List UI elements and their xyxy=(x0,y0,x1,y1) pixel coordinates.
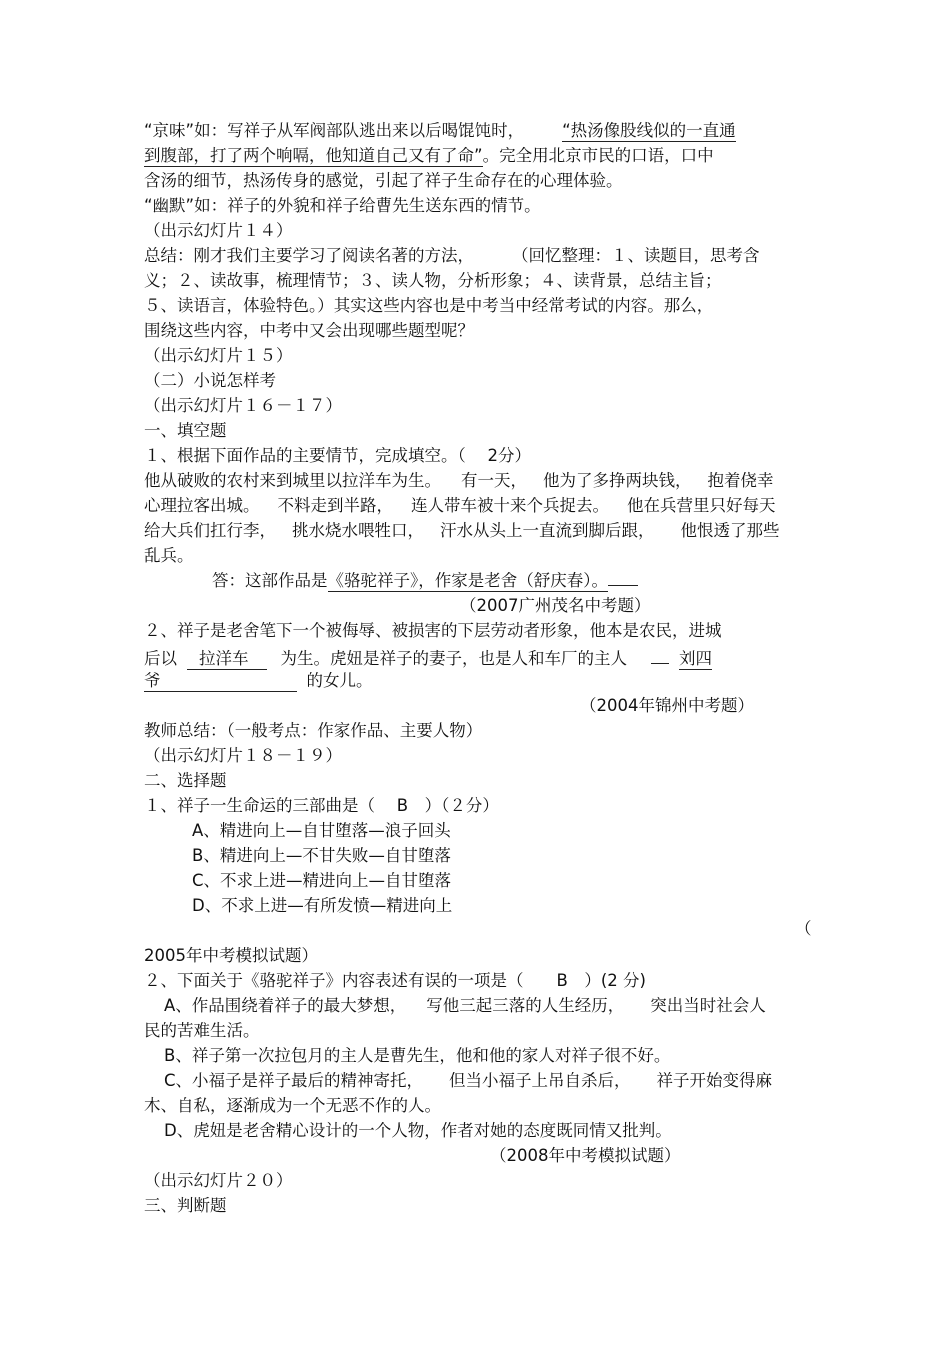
answer-underlined: 作家是老舍（舒庆春）。 xyxy=(434,571,608,590)
section-heading: 一、填空题 xyxy=(144,421,227,440)
paragraph-line: 乱兵。 xyxy=(144,546,194,565)
text-segment: 抱着侥幸 xyxy=(707,471,774,490)
option-d: D、不求上进—有所发愤—精进向上 xyxy=(192,896,453,915)
text-segment: 写他三起三落的人生经历， xyxy=(426,996,625,1015)
option-c: C、不求上进—精进向上—自甘堕落 xyxy=(192,871,452,890)
text-segment: 他在兵营里只好每天 xyxy=(627,496,776,515)
paragraph-line: 义；２、读故事，梳理情节；３、读人物，分析形象；４、读背景，总结主旨； xyxy=(144,271,722,290)
paragraph-line: 民的苦难生活。 xyxy=(144,1021,260,1040)
slide-note: （出示幻灯片２０） xyxy=(144,1171,293,1190)
paragraph-line xyxy=(144,520,780,542)
text-segment: 的女儿。 xyxy=(306,671,373,690)
paragraph-line: “幽默”如：祥子的外貌和祥子给曹先生送东西的情节。 xyxy=(144,196,541,215)
source-citation: （2004年锦州中考题） xyxy=(580,696,754,715)
text-segment: 他为了多挣两块钱， xyxy=(543,471,692,490)
text-segment: 连人带车被十来个兵捉去。 xyxy=(411,496,609,515)
section-heading: （二）小说怎样考 xyxy=(144,371,276,390)
paragraph-line xyxy=(144,120,736,142)
text-segment: 突出当时社会人 xyxy=(650,996,766,1015)
question-line: ２、下面关于《骆驼祥子》内容表述有误的一项是（ B ）(2 分) xyxy=(144,971,646,990)
text-segment: 后以 xyxy=(144,649,177,668)
text-segment: 答：这部作品是 xyxy=(212,571,328,590)
option-d: D、虎妞是老舍精心设计的一个人物，作者对她的态度既同情又批判。 xyxy=(164,1121,672,1140)
answer-line xyxy=(212,570,638,592)
text-segment: 他恨透了那些 xyxy=(680,521,780,540)
text-segment: 有一天， xyxy=(461,471,527,490)
slide-note: （出示幻灯片１６－１７） xyxy=(144,396,342,415)
option-b: B、祥子第一次拉包月的主人是曹先生，他和他的家人对祥子很不好。 xyxy=(164,1046,671,1065)
paragraph-line: 木、自私，逐渐成为一个无恶不作的人。 xyxy=(144,1096,441,1115)
paragraph-line xyxy=(144,145,714,167)
fill-blank-answer: 拉洋车 xyxy=(187,649,267,670)
fill-blank-answer: 刘四 xyxy=(679,649,712,668)
underlined-quote: 到腹部，打了两个响嗝，他知道自己又有了命” xyxy=(144,146,483,165)
source-citation: （2007广州茂名中考题） xyxy=(460,596,651,615)
text-segment: “京味”如：写祥子从军阀部队逃出来以后喝馄饨时， xyxy=(144,121,525,140)
paragraph-line xyxy=(144,495,776,517)
underlined-quote: “热汤像股线似的一直通 xyxy=(562,121,736,140)
option-a: A、精进向上—自甘堕落—浪子回头 xyxy=(192,821,451,840)
paragraph-line xyxy=(144,245,760,267)
source-citation: 2005年中考模拟试题） xyxy=(144,946,318,965)
source-citation-open: （ xyxy=(795,919,812,938)
paragraph-line: ５、读语言，体验特色。）其实这些内容也是中考当中经常考试的内容。那么， xyxy=(144,296,714,315)
text-segment: 不料走到半路， xyxy=(277,496,393,515)
section-heading: 三、判断题 xyxy=(144,1196,227,1215)
text-segment: 总结：刚才我们主要学习了阅读名著的方法， xyxy=(144,246,474,265)
text-segment: 他从破败的农村来到城里以拉洋车为生。 xyxy=(144,471,441,490)
text-segment: A、作品围绕着祥子的最大梦想， xyxy=(164,996,407,1015)
question-line xyxy=(144,670,373,692)
text-segment: 心理拉客出城。 xyxy=(144,496,260,515)
text-segment: （回忆整理：１、读题目，思考含 xyxy=(512,246,760,265)
paragraph-line: 围绕这些内容，中考中又会出现哪些题型呢？ xyxy=(144,321,474,340)
source-citation: （2008年中考模拟试题） xyxy=(490,1146,681,1165)
paragraph-line xyxy=(144,470,774,492)
text-segment: 为生。虎妞是祥子的妻子，也是人和车厂的主人 xyxy=(280,649,627,668)
question-line: １、根据下面作品的主要情节，完成填空。（ 2分） xyxy=(144,446,531,465)
text-segment: 汗水从头上一直流到脚后跟， xyxy=(440,521,655,540)
paragraph-line: 含汤的细节，热汤传身的感觉，引起了祥子生命存在的心理体验。 xyxy=(144,171,623,190)
slide-note: （出示幻灯片１８－１９） xyxy=(144,746,342,765)
text-segment: 挑水烧水喂牲口， xyxy=(292,521,424,540)
text-segment: 祥子开始变得麻 xyxy=(656,1071,773,1090)
text-segment: 。完全用北京市民的口语，口中 xyxy=(482,146,714,165)
fill-blank-answer: 爷 xyxy=(144,671,297,692)
slide-note: （出示幻灯片１５） xyxy=(144,346,293,365)
question-line: ２、祥子是老舍笔下一个被侮辱、被损害的下层劳动者形象，他本是农民，进城 xyxy=(144,621,722,640)
option-c xyxy=(164,1070,772,1092)
answer-underlined: 《骆驼祥子》， xyxy=(327,571,435,590)
question-line: １、祥子一生命运的三部曲是（ B ）（２分） xyxy=(144,796,499,815)
section-heading: 二、选择题 xyxy=(144,771,227,790)
text-segment: 给大兵们扛行李， xyxy=(144,521,276,540)
option-a xyxy=(164,995,766,1017)
text-segment: C、小福子是祥子最后的精神寄托， xyxy=(164,1071,424,1090)
option-b: B、精进向上—不甘失败—自甘堕落 xyxy=(192,846,451,865)
paragraph-line: 教师总结：（一般考点：作家作品、主要人物） xyxy=(144,721,483,740)
question-line xyxy=(144,645,712,670)
slide-note: （出示幻灯片１４） xyxy=(144,221,293,240)
text-segment: 但当小福子上吊自杀后， xyxy=(449,1071,631,1090)
